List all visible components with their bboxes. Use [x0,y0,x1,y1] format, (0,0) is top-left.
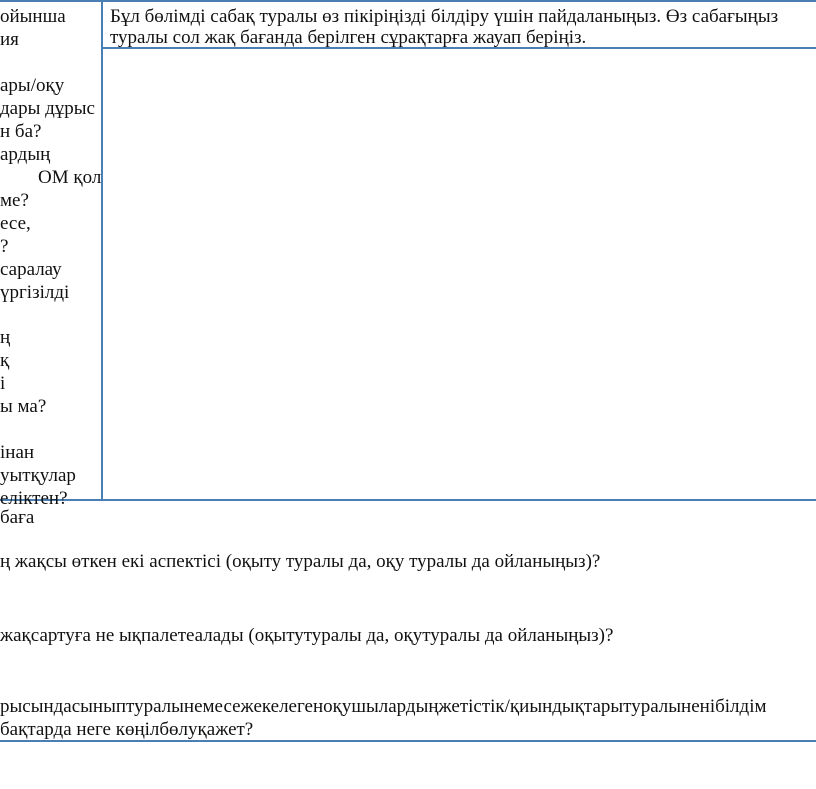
left-col-line-20: інан [0,442,35,463]
left-col-line-17: і [0,373,6,394]
left-col-line-21: уытқулар [0,465,76,486]
left-col-line-6: н ба? [0,121,42,142]
question-2: жақсартуға не ықпалетеалады (оқытутуралы да, оқутуралы да ойланыңыз)? [0,625,614,646]
left-col-line-7: ардың [0,144,51,165]
left-col-line-11: ? [0,236,9,257]
left-col-line-16: қ [0,350,10,371]
left-col-line-8: ОМ қол [38,167,102,188]
instruction-line-2: туралы сол жақ бағанда берілген сұрақтарға жауап беріңіз. [110,27,587,48]
left-col-line-13: үргізілді [0,282,70,303]
left-col-line-18: ы ма? [0,396,47,417]
question-3-line-1: рысындасыныптуралынемесежекелегеноқушылардыңжетістік/қиындықтарытуралыненібілдім [0,696,767,717]
question-1: ң жақсы өткен екі аспектісі (оқыту туралы да, оқу туралы да ойланыңыз)? [0,551,601,572]
left-col-line-1: ойынша [0,6,66,27]
section-heading: баға [0,507,35,528]
left-col-line-10: есе, [0,213,31,234]
left-col-line-22: еліктен? [0,488,68,509]
table-bottom-border [0,499,816,501]
table-top-border [0,0,816,2]
left-col-line-9: ме? [0,190,29,211]
bottom-section-border [0,740,816,742]
left-col-line-2: ия [0,29,19,50]
left-col-line-4: ары/оқу [0,75,65,96]
question-3-line-2: бақтарда неге көңілбөлуқажет? [0,719,254,740]
instruction-line-1: Бұл бөлімді сабақ туралы өз пікіріңізді білдіру үшін пайдаланыңыз. Өз сабағыңыз [110,6,779,27]
left-col-line-15: ң [0,327,11,348]
table-column-divider [101,0,103,501]
left-col-line-12: саралау [0,259,62,280]
left-col-line-5: дары дұрыс [0,98,95,119]
